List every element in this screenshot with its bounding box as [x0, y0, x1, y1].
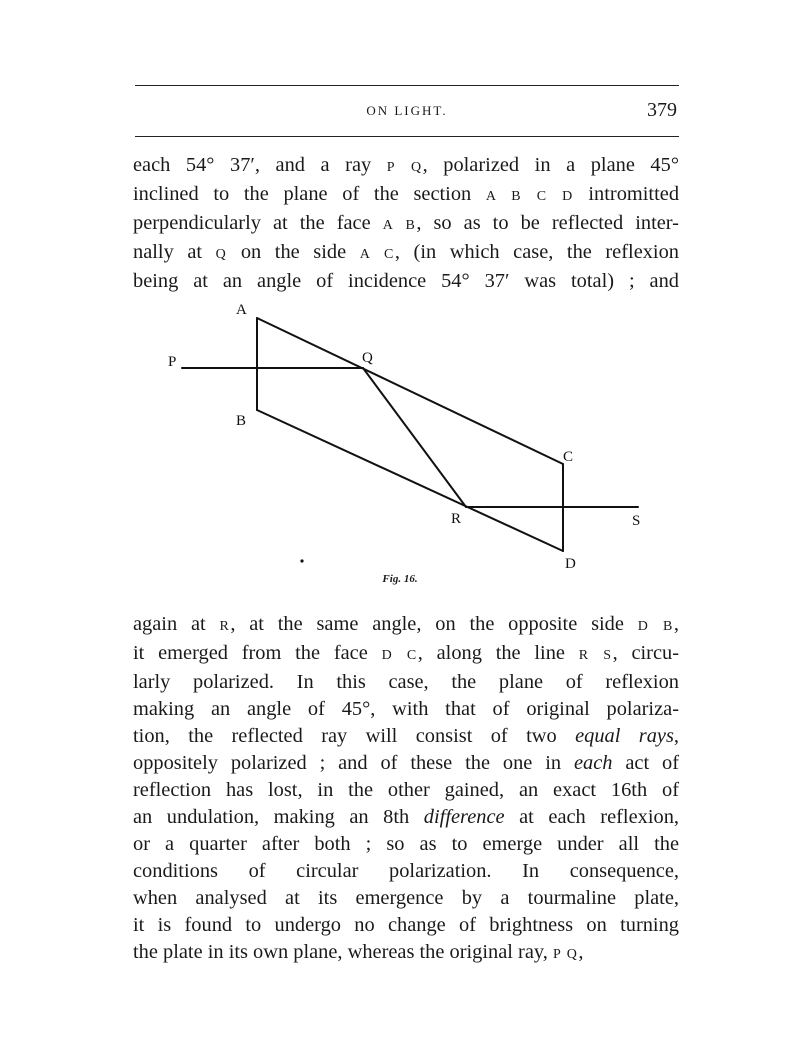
text-line: perpendicularly at the face A B, so as to be reflected inter- [133, 212, 679, 234]
label-B: B [236, 413, 247, 429]
label-P: P [168, 354, 177, 370]
text-line: reflection has lost, in the other gained, an exact 16th of [133, 779, 679, 801]
paragraph-1 [133, 152, 679, 295]
text-line: an undulation, making an 8th difference at each reflexion, [133, 806, 679, 828]
fig-16-rhomb-diagram [0, 290, 800, 590]
label-A: A [236, 302, 247, 318]
text-line: it emerged from the face D C, along the line R S, circu- [133, 642, 679, 664]
figure-caption: Fig. 16. [382, 573, 418, 585]
text-line: it is found to undergo no change of brightness on turning [133, 914, 679, 936]
text-line: larly polarized. In this case, the plane of reflexion [133, 671, 679, 693]
running-head [135, 99, 679, 123]
text-line: the plate in its own plane, whereas the original ray, P Q, [133, 941, 584, 963]
text-line: oppositely polarized ; and of these the one in each act of [133, 752, 679, 774]
text-line: inclined to the plane of the section A B C D intromitted [133, 183, 680, 205]
text-line: again at R, at the same angle, on the opposite side D B, [133, 613, 680, 635]
running-title: ON LIGHT. [366, 103, 448, 118]
text-line: being at an angle of incidence 54° 37′ was total) ; and [133, 270, 679, 292]
label-D: D [565, 556, 576, 572]
header-rule-bottom [135, 136, 679, 137]
text-line: nally at Q on the side A C, (in which case, the reflexion [133, 241, 679, 263]
text-line: or a quarter after both ; so as to emerge under all the [133, 833, 679, 855]
label-R: R [451, 511, 462, 527]
ray-Q-R [363, 368, 466, 507]
paragraph-2 [133, 611, 679, 968]
text-line: making an angle of 45°, with that of original polariza- [133, 698, 679, 720]
page-number: 379 [647, 99, 677, 121]
header-rule-top [135, 85, 679, 86]
stray-dot [300, 559, 303, 562]
text-line: each 54° 37′, and a ray P Q, polarized in a plane 45° [133, 154, 679, 176]
text-line: tion, the reflected ray will consist of two equal rays, [133, 725, 680, 747]
label-Q: Q [362, 350, 373, 366]
label-C: C [563, 449, 574, 465]
line-A-C [257, 318, 563, 464]
text-line: conditions of circular polarization. In consequence, [133, 860, 679, 882]
label-S: S [632, 513, 641, 529]
text-line: when analysed at its emergence by a tourmaline plate, [133, 887, 679, 909]
